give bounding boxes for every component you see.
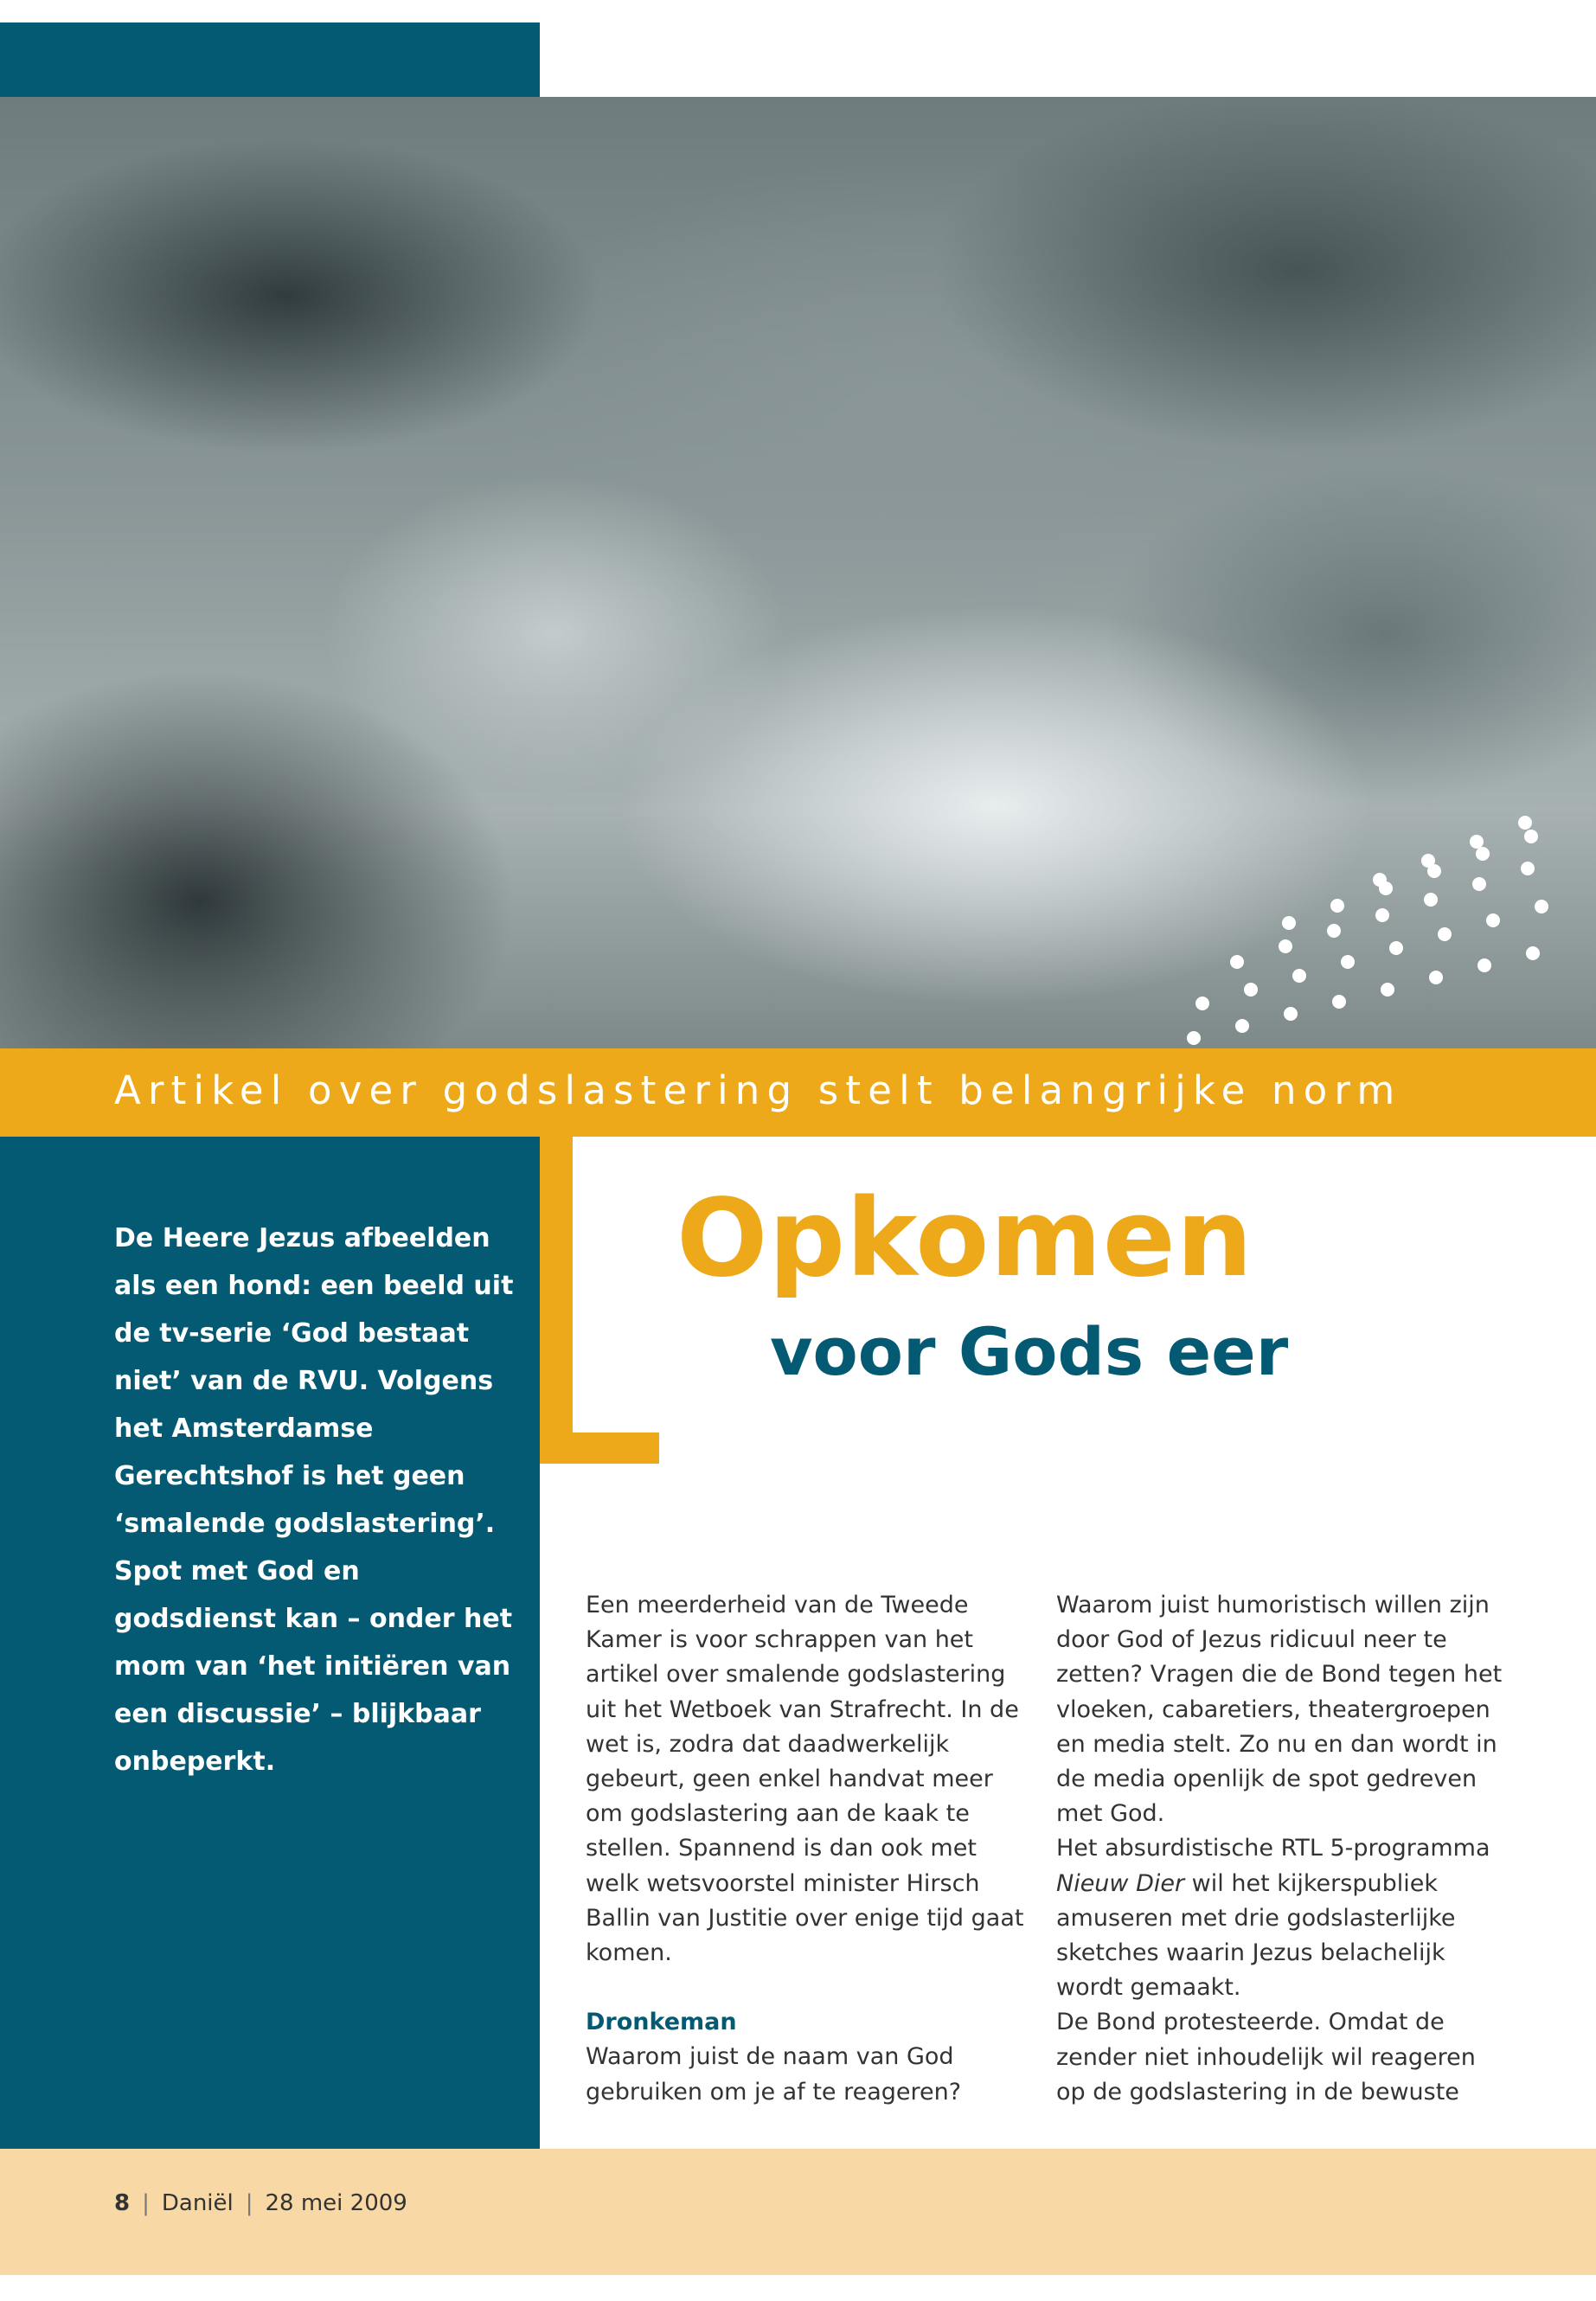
headline-main: Opkomen <box>676 1176 1254 1301</box>
decorative-dot <box>1470 835 1484 849</box>
footer-text <box>114 2190 407 2216</box>
decorative-dot <box>1521 862 1535 875</box>
decorative-dot <box>1421 854 1435 868</box>
decorative-dot <box>1235 1019 1249 1033</box>
page-number: 8 <box>114 2190 131 2216</box>
decorative-dot <box>1230 955 1244 969</box>
decorative-dot <box>1327 924 1341 938</box>
program-title: Nieuw Dier <box>1056 1869 1185 1897</box>
body-paragraph: Een meerderheid van de Tweede Kamer is voor schrappen van het artikel over smalende godslastering uit het Wetboek van Strafrecht. In de wet is, zodra dat daadwerkelijk gebeurt, geen enkel handvat meer om godslastering aan de kaak te stellen. Spannend is dan ook met welk wetsvoorstel minister Hirsch Ballin van Justitie over enige tijd gaat komen. <box>586 1592 1024 1967</box>
body-paragraph: Waarom juist humoristisch willen zijn door God of Jezus ridicuul neer te zetten? Vragen die de Bond tegen het vloeken, cabaretiers, theatergroepen en media stelt. Zo nu en dan wordt in de media openlijk de spot gedreven met God. <box>1056 1592 1503 1828</box>
storm-clouds-photo <box>0 97 1596 1048</box>
decorative-dot <box>1381 983 1394 997</box>
decorative-dot <box>1373 873 1387 887</box>
decorative-dot <box>1476 847 1490 861</box>
decorative-dot <box>1332 995 1346 1009</box>
decorative-dot <box>1282 916 1296 930</box>
intro-text: De Heere Jezus afbeelden als een hond: een beeld uit de tv-serie ‘God bestaat niet’ van de RVU. Volgens het Amsterdamse Gerechtshof is het geen ‘smalende godslastering’. Spot met God en godsdienst kan – onder het mom van ‘het initiëren van een discussie’ – blijkbaar onbeperkt. <box>114 1223 514 1777</box>
headline-sub: voor Gods eer <box>770 1313 1289 1390</box>
kicker-band <box>0 1048 1596 1137</box>
decorative-dot <box>1518 816 1532 830</box>
decorative-dot <box>1438 927 1452 941</box>
decorative-dot <box>1330 899 1344 913</box>
decorative-dot <box>1424 893 1438 907</box>
body-column-1 <box>586 1588 1035 2110</box>
footer <box>0 2149 1596 2275</box>
decorative-dot <box>1341 955 1355 969</box>
headline-bracket-horizontal <box>540 1433 659 1464</box>
top-color-tab <box>0 22 540 97</box>
decorative-dot <box>1279 939 1292 953</box>
decorative-dot <box>1526 946 1540 960</box>
decorative-dots <box>0 97 1596 1048</box>
decorative-dot <box>1477 958 1491 972</box>
body-subheading: Dronkeman <box>586 2009 737 2036</box>
decorative-dot <box>1486 913 1500 927</box>
body-paragraph: Waarom juist de naam van God gebruiken om je af te reageren? <box>586 2043 962 2106</box>
decorative-dot <box>1472 877 1486 891</box>
body-column-2 <box>1056 1588 1506 2110</box>
decorative-dot <box>1429 971 1443 984</box>
intro-panel <box>0 1137 540 2149</box>
decorative-dot <box>1292 969 1306 983</box>
kicker: Artikel over godslastering stelt belangrijke norm <box>114 1067 1402 1113</box>
decorative-dot <box>1187 1031 1201 1045</box>
body-paragraph: De Bond protesteerde. Omdat de zender niet inhoudelijk wil reageren op de godslastering in de bewuste <box>1056 2009 1476 2106</box>
decorative-dot <box>1284 1007 1298 1021</box>
decorative-dot <box>1244 983 1258 997</box>
decorative-dot <box>1375 908 1389 922</box>
footer-separator: | <box>142 2190 150 2216</box>
decorative-dot <box>1195 997 1209 1010</box>
decorative-dot <box>1524 830 1538 843</box>
decorative-dot <box>1389 941 1403 955</box>
footer-separator: | <box>245 2190 253 2216</box>
issue-date: 28 mei 2009 <box>265 2190 407 2216</box>
body-paragraph: Het absurdistische RTL 5-programma Nieuw Dier wil het kijkerspubliek amuseren met drie godslasterlijke sketches waarin Jezus belachelijk wordt gemaakt. <box>1056 1835 1490 2002</box>
decorative-dot <box>1535 900 1548 913</box>
headline-bracket-vertical <box>540 1137 573 1464</box>
magazine-name: Daniël <box>161 2190 234 2216</box>
